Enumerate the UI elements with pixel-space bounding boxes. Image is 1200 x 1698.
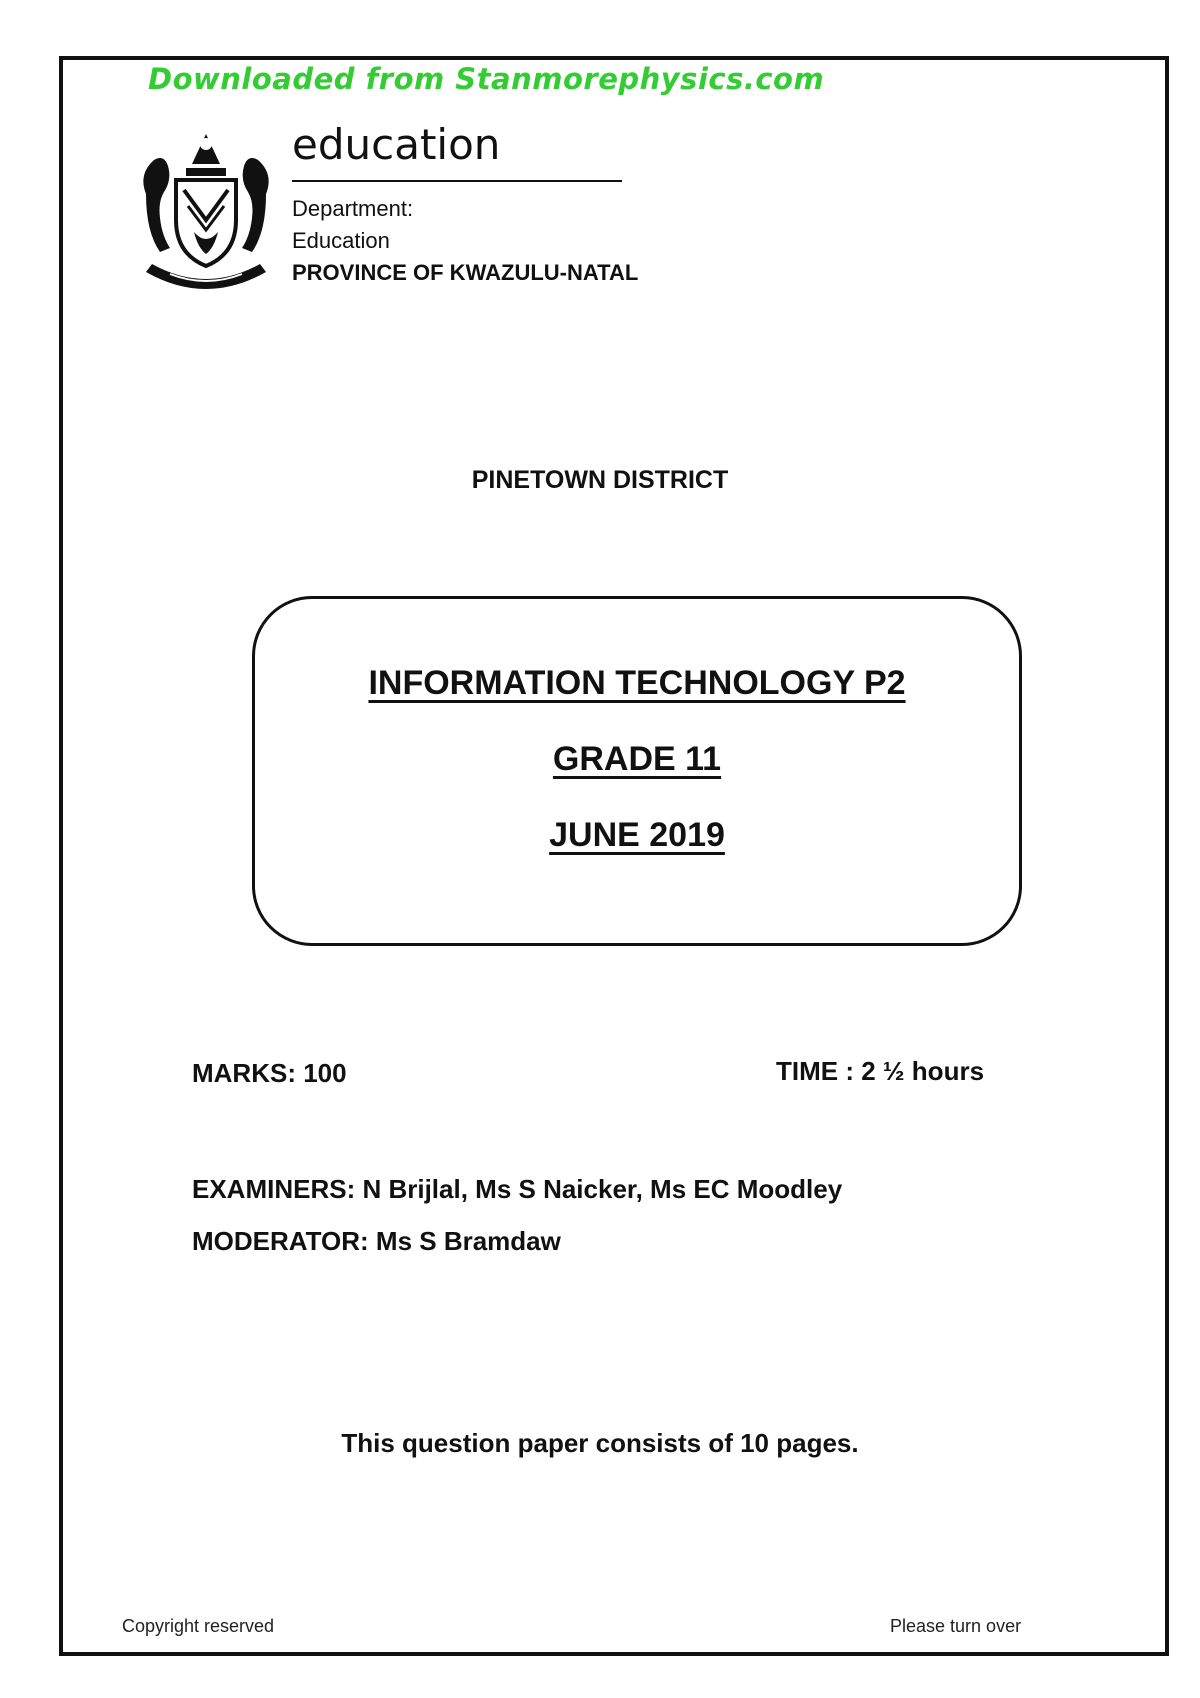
district-heading (0, 466, 1200, 495)
time-text: TIME : 2 ½ hours (776, 1056, 985, 1086)
coat-of-arms-icon (136, 124, 276, 294)
grade-title: GRADE 11 (552, 740, 722, 778)
watermark-text: Downloaded from Stanmorephysics.com (148, 62, 825, 96)
footer-copyright: Copyright reserved (122, 1616, 275, 1636)
province-name: PROVINCE OF KWAZULU-NATAL (292, 260, 639, 285)
org-wordmark: education (292, 120, 501, 169)
district-text: PINETOWN DISTRICT (471, 466, 729, 494)
marks-text: MARKS: 100 (192, 1058, 347, 1088)
header-divider (292, 180, 622, 182)
subject-title: INFORMATION TECHNOLOGY P2 (368, 664, 906, 702)
moderator-text: MODERATOR: Ms S Bramdaw (192, 1226, 561, 1256)
page-count-note: This question paper consists of 10 pages. (341, 1428, 859, 1458)
session-title: JUNE 2019 (549, 816, 725, 854)
examiners-text: EXAMINERS: N Brijlal, Ms S Naicker, Ms EC Moodley (192, 1174, 843, 1204)
footer-turn-over: Please turn over (890, 1616, 1022, 1636)
department-name: Education (292, 228, 390, 253)
department-label: Department: (292, 196, 414, 221)
